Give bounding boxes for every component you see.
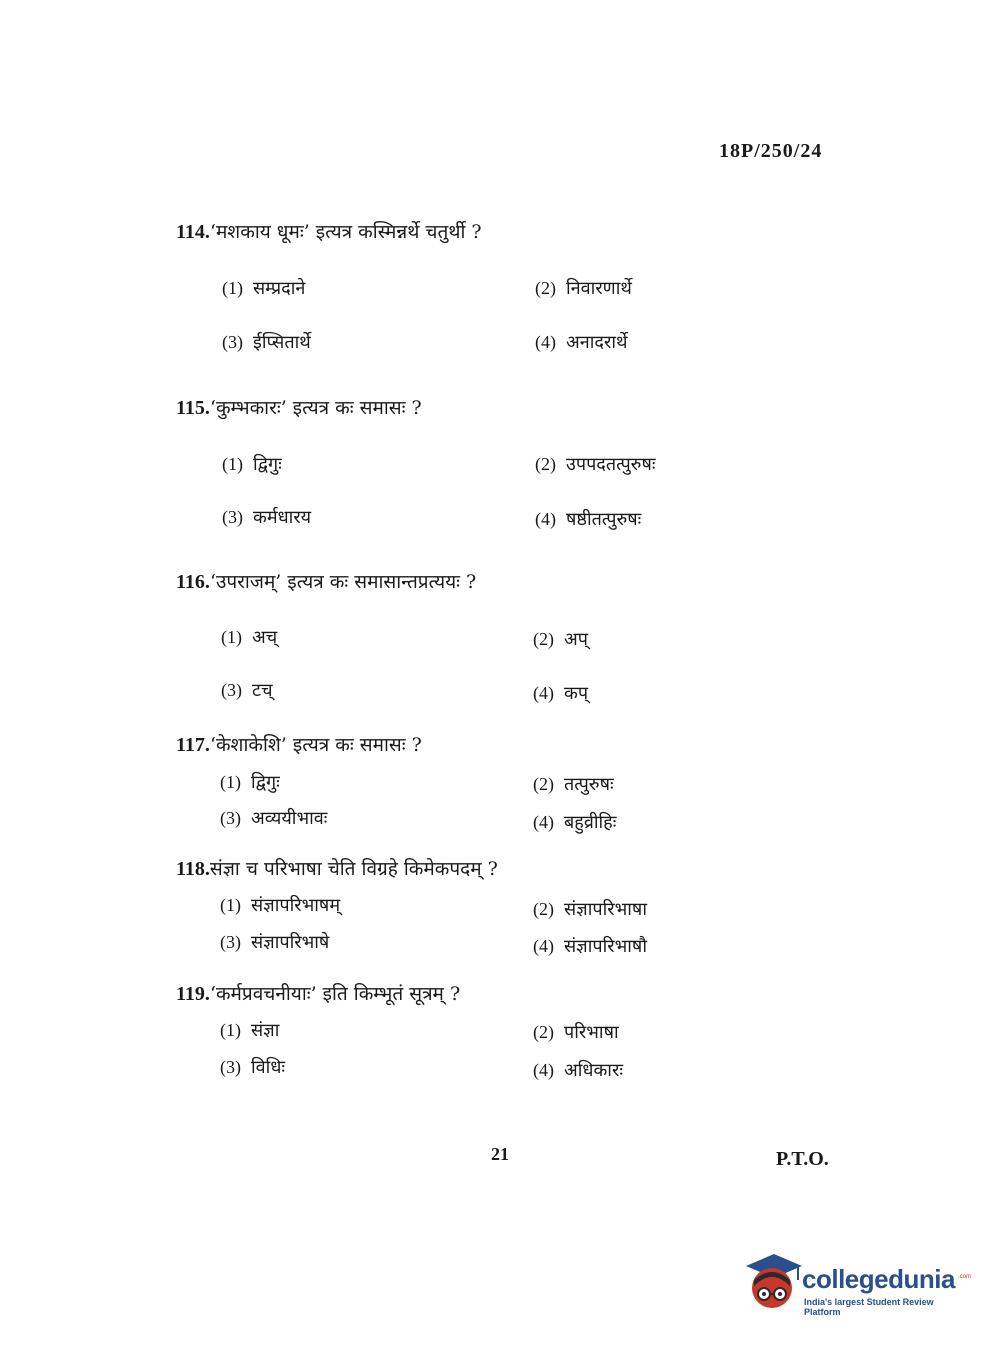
option: (2) तत्पुरुषः [533, 774, 614, 795]
option: (2) निवारणार्थे [535, 278, 632, 299]
option: (4) अधिकारः [533, 1060, 623, 1081]
option: (3) अव्ययीभावः [220, 808, 328, 829]
brand-name: collegedunia [802, 1264, 955, 1294]
collegedunia-watermark [742, 1250, 972, 1320]
question-119 [176, 980, 460, 1006]
option: (3) संज्ञापरिभाषे [220, 932, 330, 953]
question-114 [176, 218, 482, 244]
brand-suffix: .com [958, 1274, 972, 1280]
option: (3) ईप्सितार्थे [222, 332, 311, 353]
option: (4) षष्ठीतत्पुरुषः [535, 509, 642, 530]
question-118 [176, 855, 498, 881]
question-115 [176, 394, 422, 420]
question-text: संज्ञा च परिभाषा चेति विग्रहे किमेकपदम् ? [209, 858, 498, 880]
question-number: 114. [176, 221, 210, 243]
option: (1) अच् [221, 627, 278, 648]
question-number: 115. [176, 397, 210, 419]
option: (4) कप् [533, 683, 589, 704]
option: (1) संज्ञा [220, 1020, 280, 1041]
question-text: ‘उपराजम्’ इत्यत्र कः समासान्तप्रत्ययः ? [209, 571, 477, 593]
question-117 [176, 731, 422, 757]
question-number: 116. [176, 571, 210, 593]
pto-label: P.T.O. [776, 1148, 829, 1170]
option: (3) विधिः [220, 1057, 286, 1078]
option: (3) टच् [221, 680, 273, 701]
question-text: ‘कुम्भकारः’ इत्यत्र कः समासः ? [209, 397, 422, 419]
page-number: 21 [491, 1144, 509, 1164]
option: (1) संज्ञापरिभाषम् [220, 895, 341, 916]
option: (2) अप् [533, 629, 588, 650]
mascot-icon [742, 1250, 804, 1316]
question-number: 118. [176, 858, 210, 880]
option: (3) कर्मधारय [222, 507, 312, 528]
option: (4) संज्ञापरिभाषौ [533, 936, 647, 957]
option: (2) उपपदतत्पुरुषः [535, 454, 656, 475]
option: (4) बहुव्रीहिः [533, 812, 617, 833]
question-text: ‘केशाकेशि’ इत्यत्र कः समासः ? [209, 734, 422, 756]
brand-tagline: India's largest Student Review Platform [804, 1297, 934, 1317]
option: (1) सम्प्रदाने [222, 278, 306, 299]
question-text: ‘मशकाय धूमः’ इत्यत्र कस्मिन्नर्थे चतुर्थी ? [209, 221, 482, 243]
option: (4) अनादरार्थे [535, 332, 628, 353]
option: (1) द्विगुः [220, 772, 280, 793]
option: (1) द्विगुः [222, 454, 282, 475]
paper-code: 18P/250/24 [719, 140, 823, 162]
question-number: 119. [176, 983, 210, 1005]
question-number: 117. [176, 734, 210, 756]
question-text: ‘कर्मप्रवचनीयाः’ इति किम्भूतं सूत्रम् ? [209, 983, 461, 1005]
option: (2) परिभाषा [533, 1022, 619, 1043]
question-116 [176, 568, 476, 594]
option: (2) संज्ञापरिभाषा [533, 899, 647, 920]
